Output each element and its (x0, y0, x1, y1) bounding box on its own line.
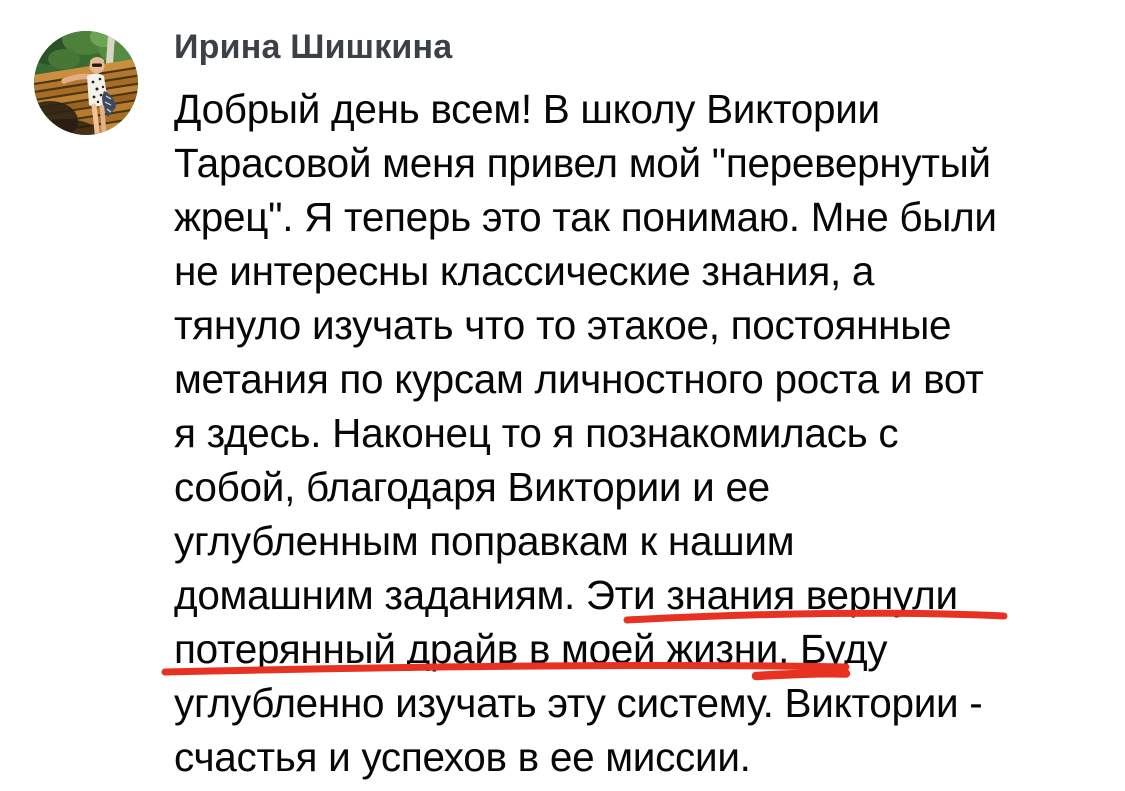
comment-line: Тарасовой меня привел мой "перевернутый (174, 140, 991, 186)
author-name[interactable]: Ирина Шишкина (174, 28, 453, 66)
comment-text (174, 82, 997, 784)
comment-line: углубленным поправкам к нашим (174, 518, 795, 564)
avatar[interactable] (34, 31, 138, 135)
comment-line: метания по курсам личностного роста и вот (174, 356, 984, 402)
comment-line: углубленно изучать эту систему. Виктории - (174, 680, 983, 726)
comment-line: счастья и успехов в ее миссии. (174, 734, 751, 780)
comment-line: Добрый день всем! В школу Виктории (174, 86, 880, 132)
comment-line: тянуло изучать что то этакое, постоянные (174, 302, 952, 348)
comment-line: потерянный драйв в моей жизни. Буду (174, 626, 888, 672)
comment-line: не интересны классические знания, а (174, 248, 875, 294)
comment-line: домашним заданиям. Эти знания вернули (174, 572, 958, 618)
comment-line: жрец". Я теперь это так понимаю. Мне были (174, 194, 997, 240)
comment-line: я здесь. Наконец то я познакомилась с (174, 410, 899, 456)
avatar-photo-illustration (34, 31, 138, 135)
comment-line: собой, благодаря Виктории и ее (174, 464, 770, 510)
